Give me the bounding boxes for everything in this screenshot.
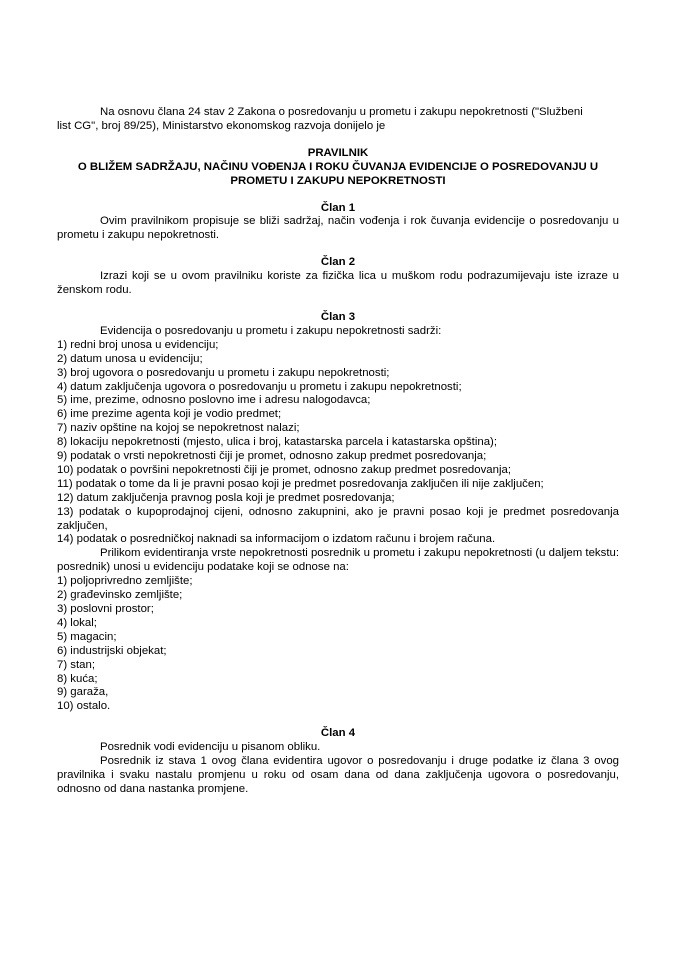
article-3-intro: Evidencija o posredovanju u prometu i zakupu nepokretnosti sadrži: [100,324,442,337]
preamble-line-2: list CG", broj 89/25), Ministarstvo ekonomskog razvoja donijelo je [57,119,386,132]
list-item: 6) industrijski objekat; [57,644,167,657]
article-1 [57,202,619,244]
article-3 [57,311,619,714]
list-item: 1) poljoprivredno zemljište; [57,575,193,588]
list-item: 13) podatak o kupoprodajnoj cijeni, odnosno zakupnini, ako je pravni posao koji je predmet posredovanja zaključen, [57,505,619,532]
list-item: 7) naziv opštine na kojoj se nepokretnost nalazi; [57,422,300,435]
preamble-line-1: Na osnovu člana 24 stav 2 Zakona o posredovanju u prometu i zakupu nepokretnosti ("Službeni [100,106,583,118]
list-item: 7) stan; [57,658,95,671]
list-item: 3) poslovni prostor; [57,603,154,615]
list-item: 6) ime prezime agenta koji je vodio predmet; [57,408,282,421]
document-title [57,147,619,189]
list-item: 8) kuća; [57,672,98,685]
list-item: 11) podatak o tome da li je pravni posao koji je predmet posredovanja zaključen ili nije zaključen; [57,477,544,490]
article-2-heading: Član 2 [320,256,356,269]
article-2 [57,256,619,298]
article-2-text: Izrazi koji se u ovom pravilniku koriste za fizička lica u muškom rodu podrazumijevaju iste izraze u ženskom rodu. [57,270,619,297]
list-item: 9) podatak o vrsti nepokretnosti čiji je promet, odnosno zakup predmet posredovanja; [57,450,487,463]
list-item: 2) datum unosa u evidenciju; [57,352,203,365]
article-4-heading: Član 4 [320,727,356,740]
article-4-text-2: Posrednik iz stava 1 ovog člana evidentira ugovor o posredovanju i druge podatke iz člana 3 ovog pravilnika i svaku nastalu promjenu u roku od osam dana od dana zaključenja ugovora o posredovanju, odnosno od dana nastanka promjene. [57,755,619,795]
title-line-1: PRAVILNIK [307,146,369,159]
title-line-2: O BLIŽEM SADRŽAJU, NAČINU VOĐENJA I ROKU ČUVANJA EVIDENCIJE O POSREDOVANJU U [77,160,599,173]
list-item: 12) datum zaključenja pravnog posla koji je predmet posredovanja; [57,491,395,504]
article-3-paragraph-2: Prilikom evidentiranja vrste nepokretnosti posrednik u prometu i zakupu nepokretnosti (u daljem tekstu: posrednik) unosi u evidenciju podatake koji se odnose na: [57,547,619,574]
list-item: 14) podatak o posredničkoj naknadi sa informacijom o izdatom računu i brojem računa. [57,533,496,546]
list-item: 8) lokaciju nepokretnosti (mjesto, ulica i broj, katastarska parcela i katastarska opština); [57,436,498,449]
article-1-heading: Član 1 [320,201,356,214]
article-3-list [57,339,619,548]
list-item: 10) podatak o površini nepokretnosti čiji je promet, odnosno zakup predmet posredovanja; [57,463,511,476]
list-item: 1) redni broj unosa u evidenciju; [57,338,219,351]
list-item: 4) datum zaključenja ugovora o posredovanju u prometu i zakupu nepokretnosti; [57,380,462,393]
article-4-text-1: Posrednik vodi evidenciju u pisanom obliku. [100,741,321,754]
article-1-text: Ovim pravilnikom propisuje se bliži sadržaj, način vođenja i rok čuvanja evidencije o posredovanju u prometu i zakupu nepokretnosti. [57,215,619,242]
list-item: 10) ostalo. [57,700,111,713]
preamble [57,106,619,134]
list-item: 5) ime, prezime, odnosno poslovno ime i adresu nalogodavca; [57,394,371,407]
title-line-3: PROMETU I ZAKUPU NEPOKRETNOSTI [230,174,446,187]
list-item: 9) garaža, [57,686,109,699]
list-item: 2) građevinsko zemljište; [57,589,183,602]
article-4 [57,727,619,797]
list-item: 3) broj ugovora o posredovanju u prometu i zakupu nepokretnosti; [57,366,390,379]
article-3-property-types-list [57,575,619,714]
article-3-heading: Član 3 [320,310,356,323]
list-item: 4) lokal; [57,616,97,629]
list-item: 5) magacin; [57,630,117,643]
